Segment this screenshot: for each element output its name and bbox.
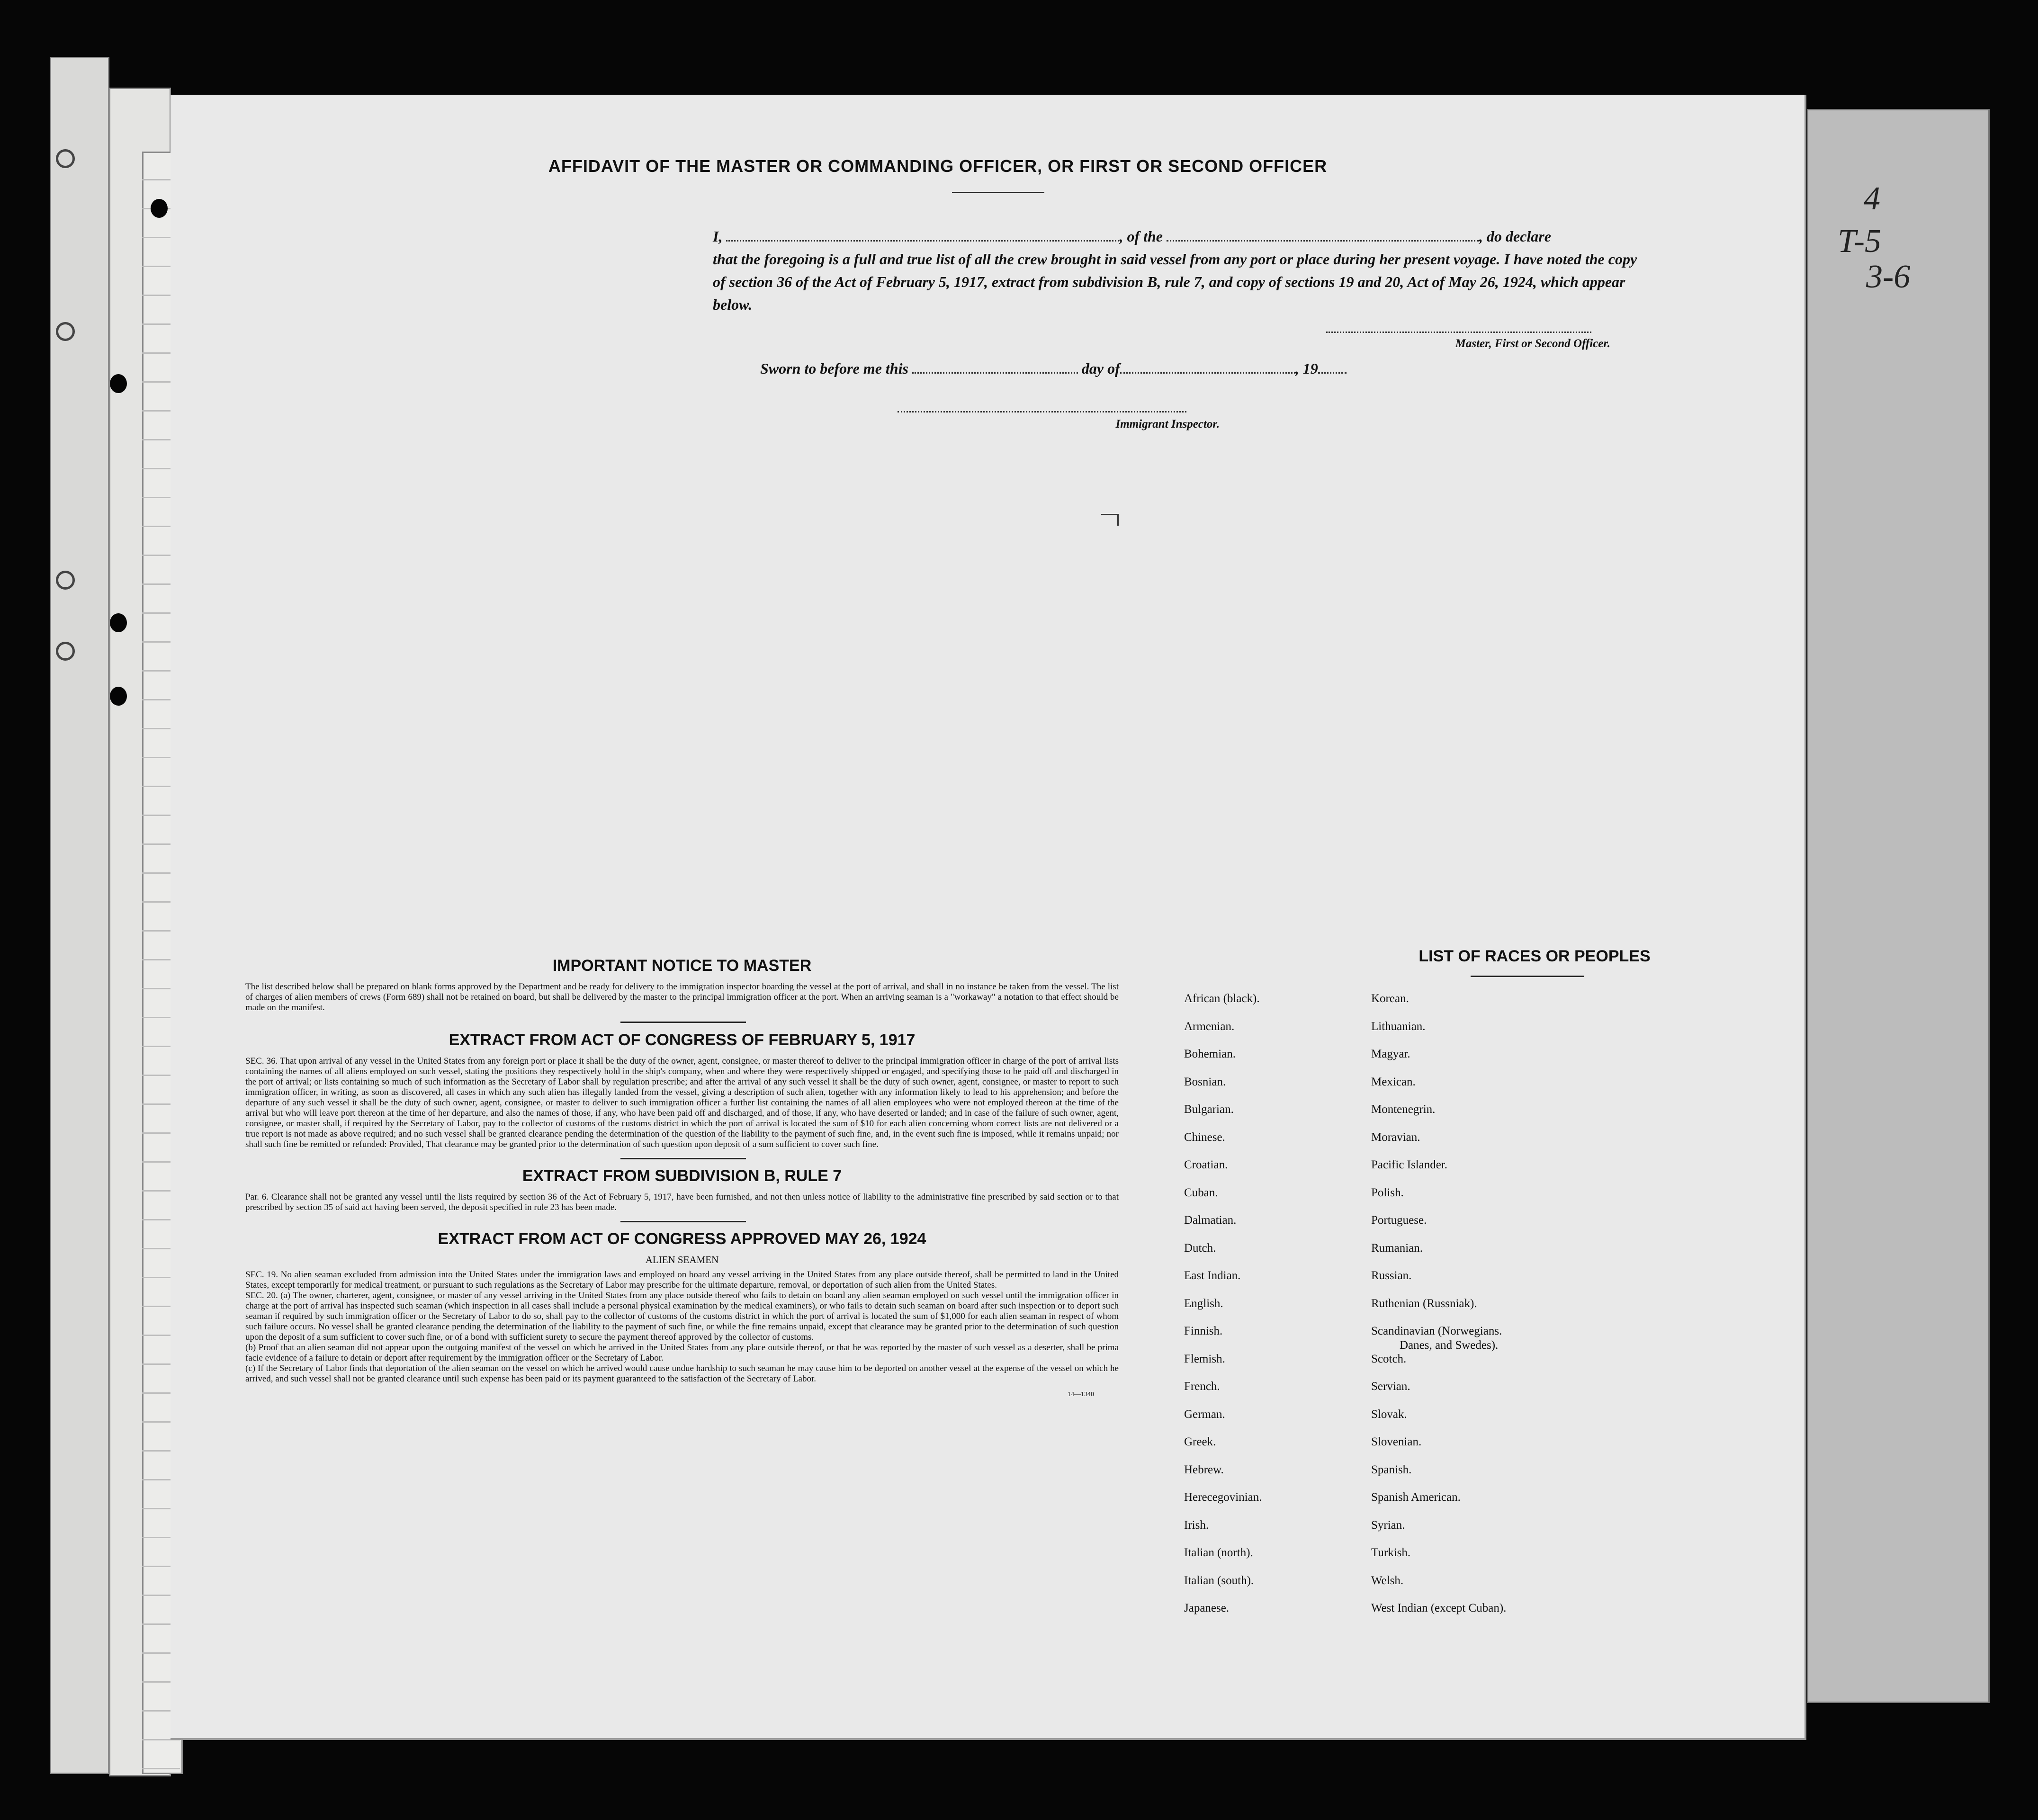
- race-item: German.: [1184, 1408, 1225, 1421]
- race-item: Slovenian.: [1371, 1435, 1422, 1448]
- master-signature-line: [1326, 332, 1591, 333]
- race-item: Montenegrin.: [1371, 1103, 1436, 1116]
- race-item: Scotch.: [1371, 1352, 1407, 1365]
- crew-list-page: [171, 95, 1806, 1740]
- race-item: Lithuanian.: [1371, 1020, 1426, 1033]
- race-item: Rumanian.: [1371, 1241, 1423, 1255]
- extract-rule7-text: Par. 6. Clearance shall not be granted any vessel until the lists required by section 36 of the Act of February 5, 1917, have been furnished, and not then unless notice of liability to the administrative fine prescribed by said section or to that prescribed by section 35 of said act having been served, the deposit specified in rule 23 has been made.: [245, 1192, 1119, 1212]
- alien-seamen-subtitle: ALIEN SEAMEN: [645, 1254, 719, 1265]
- race-item: Danes, and Swedes).: [1400, 1339, 1499, 1352]
- race-item: Turkish.: [1371, 1546, 1411, 1559]
- race-item: Bulgarian.: [1184, 1103, 1234, 1116]
- race-item: East Indian.: [1184, 1269, 1241, 1282]
- binder-hole: [56, 642, 75, 661]
- race-item: Welsh.: [1371, 1574, 1404, 1587]
- race-item: Herecegovinian.: [1184, 1491, 1262, 1504]
- race-item: Armenian.: [1184, 1020, 1235, 1033]
- race-item: French.: [1184, 1380, 1220, 1393]
- race-item: Magyar.: [1371, 1048, 1410, 1060]
- sworn-day-of: day of: [1081, 360, 1120, 377]
- declaration-i: I,: [713, 228, 723, 245]
- sworn-text: Sworn to before me this: [760, 360, 908, 377]
- notice-text: The list described below shall be prepared on blank forms approved by the Department and be ready for delivery to the immigration inspector boarding the vessel at the port of arrival, and shall in no instance be taken from the vessel. The list of charges of alien members of crews (Form 689) shall not be retained on board, but shall be delivered by the master to the principal immigration officer at the port. When an arriving seaman is a "workaway" a notation to that effect should be made on the manifest.: [245, 982, 1119, 1013]
- race-item: Italian (south).: [1184, 1574, 1254, 1587]
- race-item: Bohemian.: [1184, 1048, 1236, 1060]
- binder-hole: [56, 322, 75, 341]
- race-item: Flemish.: [1184, 1352, 1225, 1365]
- handwritten-note: 3-6: [1866, 259, 1911, 295]
- inspector-signature-label: Immigrant Inspector.: [1115, 418, 1220, 430]
- race-item: Croatian.: [1184, 1158, 1228, 1171]
- extract-1924-title: EXTRACT FROM ACT OF CONGRESS APPROVED MAY 26, 1924: [438, 1230, 926, 1248]
- declaration-of-the: , of the: [1119, 228, 1163, 245]
- name-blank: [726, 240, 1119, 242]
- race-item: Dalmatian.: [1184, 1214, 1237, 1227]
- binder-hole: [151, 199, 168, 218]
- race-item: Korean.: [1371, 992, 1409, 1005]
- divider: [242, 1150, 1122, 1167]
- section-20a-text: SEC. 20. (a) The owner, charterer, agent, consignee, or master of any vessel arriving in the United States from any place outside thereof who fails to detain on board any alien seaman employed on such vessel until the immigration officer in charge at the port of arrival has inspected such seaman (which inspection in all cases shall include a personal physical examination by the medical examiners), or who fails to detain such seaman on board after such inspection or to deport such seaman if required by such immigration officer or the Secretary of Labor to do so, shall pay to the collector of customs of the customs district in which the port of arrival is located the sum of $1,000 for each alien seaman in respect of whom such failure occurs. No vessel shall be granted clearance pending the determination of the liability to the payment of such fine, or while the fine remains unpaid, except that clearance may be granted prior to the determination of such question upon the deposit of a sum sufficient to cover such fine, or of a bond with sufficient surety to secure the payment thereof approved by the collector of customs.: [245, 1291, 1119, 1342]
- vessel-blank: [1167, 240, 1479, 242]
- race-item: Bosnian.: [1184, 1075, 1226, 1088]
- legal-extracts: [242, 957, 1122, 1399]
- race-item: Chinese.: [1184, 1130, 1225, 1144]
- sworn-year-blank: [1318, 372, 1347, 374]
- race-item: Italian (north).: [1184, 1546, 1253, 1559]
- divider: [242, 1013, 1122, 1031]
- race-item: Dutch.: [1184, 1241, 1216, 1255]
- extract-rule7-title: EXTRACT FROM SUBDIVISION B, RULE 7: [522, 1167, 842, 1185]
- sworn-year-prefix: , 19: [1295, 360, 1318, 377]
- binder-hole: [110, 687, 127, 706]
- binder-hole: [56, 149, 75, 168]
- race-item: Polish.: [1371, 1186, 1404, 1199]
- extract-1917-title: EXTRACT FROM ACT OF CONGRESS OF FEBRUARY 5, 1917: [449, 1031, 916, 1049]
- race-item: Scandinavian (Norwegians.: [1371, 1325, 1502, 1337]
- handwritten-note: 4: [1864, 180, 1880, 217]
- binder-hole: [110, 613, 127, 632]
- extract-1917-text: SEC. 36. That upon arrival of any vessel in the United States from any foreign port or place it shall be the duty of the owner, agent, consignee, or master thereof to deliver to the principal immigration officer in charge of the port of arrival lists containing the names of all aliens employed on such vessel, stating the positions they respectively hold in the ship's company, when and where they were respectively shipped or engaged, and specifying those to be paid off and discharged in the port of arrival; or lists containing so much of such information as the Secretary of Labor shall by regulation prescribe; and after the arrival of any such vessel it shall be the duty of such owner, agent, consignee, or master to report to such immigration officer, in writing, as soon as discovered, all cases in which any such alien has illegally landed from the vessel, giving a description of such alien, together with any information likely to lead to his apprehension; and before the departure of any such vessel it shall be the duty of such owner, agent, consignee, or master to deliver to such immigration officer a further list containing the names of all alien employees who were not employed thereon at the time of the arrival but who will leave port thereon at the time of her departure, and also the names of those, if any, who have been paid off and discharged, and of those, if any, who have deserted or landed; and in case of the failure of such owner, agent, consignee, or master shall, if required by the Secretary of Labor, pay to the collector of customs of the customs district in which the port of arrival is located the sum of $10 for each alien concerning whom correct lists are not delivered or a true report is not made as above required; and no such vessel shall be granted clearance pending the determination of the question of the liability to the payment of such fine, and, in the event such fine is imposed, while it remains unpaid; nor shall such fine be remitted or refunded: Provided, That clearance may be granted prior to the determination of such question upon deposit of a sum sufficient to cover such fine.: [245, 1056, 1119, 1149]
- stray-mark: [1101, 514, 1119, 526]
- race-item: Hebrew.: [1184, 1463, 1224, 1476]
- race-item: Slovak.: [1371, 1408, 1407, 1421]
- race-item: Spanish.: [1371, 1463, 1412, 1476]
- races-title: LIST OF RACES OR PEOPLES: [1419, 947, 1651, 965]
- race-item: Servian.: [1371, 1380, 1410, 1393]
- form-number: 14—1340: [1068, 1391, 1094, 1398]
- sworn-line: [760, 360, 1347, 377]
- declaration-text: that the foregoing is a full and true list of all the crew brought in said vessel from any port or place during her present voyage. I have noted the copy of section 36 of the Act of February 5, 1917, extract from subdivision B, rule 7, and copy of sections 19 and 20, Act of May 26, 1924, which appear below.: [713, 251, 1637, 313]
- binder-hole: [56, 571, 75, 590]
- handwritten-note: T-5: [1838, 223, 1882, 260]
- section-20b-text: (b) Proof that an alien seaman did not appear upon the outgoing manifest of the vessel on which he arrived in the United States from any place outside thereof, or that he was reported by the master of such vessel as a deserter, shall be prima facie evidence of a failure to detain or deport after requirement by the immigration officer or the Secretary of Labor.: [245, 1343, 1119, 1363]
- section-20c-text: (c) If the Secretary of Labor finds that deportation of the alien seaman on the vessel on which he arrived would cause undue hardship to such seaman he may cause him to be deported on another vessel at the expense of the vessel on which he arrived, and such vessel shall not be granted clearance until such expense has been paid or its payment guaranteed to the satisfaction of the Secretary of Labor.: [245, 1363, 1119, 1384]
- race-item: Greek.: [1184, 1435, 1216, 1448]
- race-item: Moravian.: [1371, 1130, 1420, 1144]
- race-item: Irish.: [1184, 1518, 1209, 1532]
- affidavit-title: AFFIDAVIT OF THE MASTER OR COMMANDING OFFICER, OR FIRST OR SECOND OFFICER: [548, 156, 1328, 176]
- race-item: Japanese.: [1184, 1602, 1230, 1614]
- master-signature-label: Master, First or Second Officer.: [1455, 337, 1610, 350]
- race-item: English.: [1184, 1297, 1223, 1310]
- divider: [242, 1213, 1122, 1230]
- affidavit-body: [713, 225, 1641, 316]
- sworn-day-blank: [912, 372, 1078, 374]
- race-item: Spanish American.: [1371, 1491, 1461, 1504]
- race-item: Russian.: [1371, 1269, 1412, 1282]
- declaration-line: [713, 225, 1641, 248]
- race-item: Cuban.: [1184, 1186, 1218, 1199]
- sworn-month-blank: [1120, 372, 1295, 374]
- section-19-text: SEC. 19. No alien seaman excluded from admission into the United States under the immigration laws and employed on board any vessel arriving in the United States from any place outside thereof, shall be permitted to land in the United States, except temporarily for medical treatment, or pursuant to such regulations as the Secretary of Labor may prescribe for the ultimate departure, removal, or deportation of such alien from the United States.: [245, 1270, 1119, 1290]
- race-item: Mexican.: [1371, 1075, 1416, 1088]
- races-title-rule: [1471, 976, 1584, 977]
- race-item: Portuguese.: [1371, 1214, 1427, 1227]
- back-page-strip: [50, 57, 109, 1774]
- race-item: Pacific Islander.: [1371, 1158, 1448, 1171]
- title-rule: [952, 192, 1044, 193]
- race-item: African (black).: [1184, 992, 1260, 1005]
- declaration-do-declare: , do declare: [1479, 228, 1551, 245]
- race-item: West Indian (except Cuban).: [1371, 1602, 1507, 1614]
- race-item: Ruthenian (Russniak).: [1371, 1297, 1477, 1310]
- race-item: Syrian.: [1371, 1518, 1405, 1532]
- back-page-strip-right: [1807, 109, 1990, 1703]
- notice-title: IMPORTANT NOTICE TO MASTER: [552, 957, 812, 975]
- binder-hole: [110, 374, 127, 393]
- race-item: Finnish.: [1184, 1325, 1223, 1337]
- inspector-signature-line: [898, 411, 1186, 412]
